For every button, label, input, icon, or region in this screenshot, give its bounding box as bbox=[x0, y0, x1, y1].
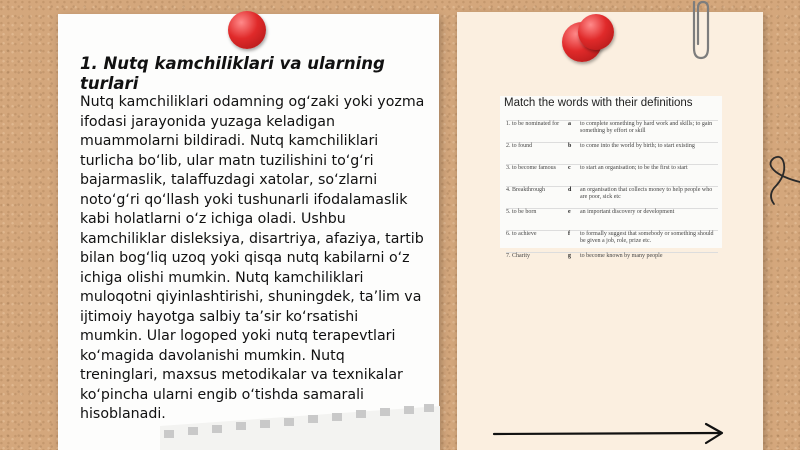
worksheet-letter: a bbox=[568, 121, 571, 127]
worksheet-letter: g bbox=[568, 253, 571, 259]
pushpin-icon bbox=[578, 14, 614, 50]
worksheet-definition: to formally suggest that somebody or something should be given a job, role, prize etc. bbox=[580, 231, 714, 244]
body-paragraph: Nutq kamchiliklari odamning og‘zaki yoki yozma ifodasi jarayonida yuzaga keladigan muammolarni bildiradi. Nutq kamchiliklari turlicha bo‘lib, ular matn tuzilishini to‘g‘ri bajarmaslik, talaffuzdagi xatolar, so‘zlarni noto‘g‘ri qo‘llash yoki tushunarli ifodalamaslik kabi holatlarni o‘z ichiga oladi. Ushbu kamchiliklar disleksiya, disartriya, afaziya, tartib bilan bog‘liq uzoq yoki qisqa nutq kabilarni o‘z ichiga olishi mumkin. Nutq kamchiliklari muloqotni qiyinlashtirishi, shuningdek, ta’lim va ijtimoiy hayotga salbiy ta’sir ko‘rsatishi mumkin. Ular logoped yoki nutq terapevtlari ko‘magida davolanishi mumkin. Nutq treninglari, maxsus metodikalar va texnikalar ko‘pincha ularni engib o‘tishda samarali hisoblanadi. bbox=[80, 94, 425, 422]
paperclip-icon bbox=[684, 0, 714, 62]
worksheet-row bbox=[506, 164, 718, 186]
worksheet-row bbox=[506, 230, 718, 252]
worksheet-letter: f bbox=[568, 231, 570, 237]
worksheet-row bbox=[506, 208, 718, 230]
worksheet-definition: to come into the world by birth; to start existing bbox=[580, 143, 695, 149]
worksheet-word: 3. to become famous bbox=[506, 165, 556, 171]
worksheet-row bbox=[506, 252, 718, 274]
worksheet-definition: to start an organisation; to be the first to start bbox=[580, 165, 688, 171]
worksheet-letter: e bbox=[568, 209, 571, 215]
worksheet-title: Match the words with their definitions bbox=[504, 97, 693, 109]
worksheet-rows bbox=[506, 120, 718, 274]
worksheet-row bbox=[506, 142, 718, 164]
worksheet-letter: c bbox=[568, 165, 571, 171]
worksheet-definition: to become known by many people bbox=[580, 253, 663, 259]
worksheet-row bbox=[506, 120, 718, 142]
worksheet-row bbox=[506, 186, 718, 208]
worksheet-word: 4. Breakthrough bbox=[506, 187, 545, 193]
arrow-right-icon bbox=[492, 422, 726, 446]
worksheet-definition: an important discovery or development bbox=[580, 209, 675, 215]
worksheet-word: 7. Charity bbox=[506, 253, 530, 259]
worksheet-definition: an organisation that collects money to help people who are poor, sick etc bbox=[580, 187, 713, 200]
worksheet-letter: b bbox=[568, 143, 572, 149]
section-heading: 1. Nutq kamchiliklari va ularning turlari bbox=[80, 54, 385, 93]
pushpin-icon bbox=[228, 11, 266, 49]
worksheet-word: 6. to achieve bbox=[506, 231, 537, 237]
worksheet-word: 5. to be born bbox=[506, 209, 537, 215]
worksheet-word: 1. to be nominated for bbox=[506, 121, 560, 127]
worksheet-definition: to complete something by hard work and skills; to gain something by effort or skill bbox=[580, 121, 713, 134]
worksheet-word: 2. to found bbox=[506, 143, 533, 149]
worksheet-image bbox=[500, 96, 722, 259]
worksheet-letter: d bbox=[568, 187, 572, 193]
squiggle-icon bbox=[754, 150, 800, 210]
